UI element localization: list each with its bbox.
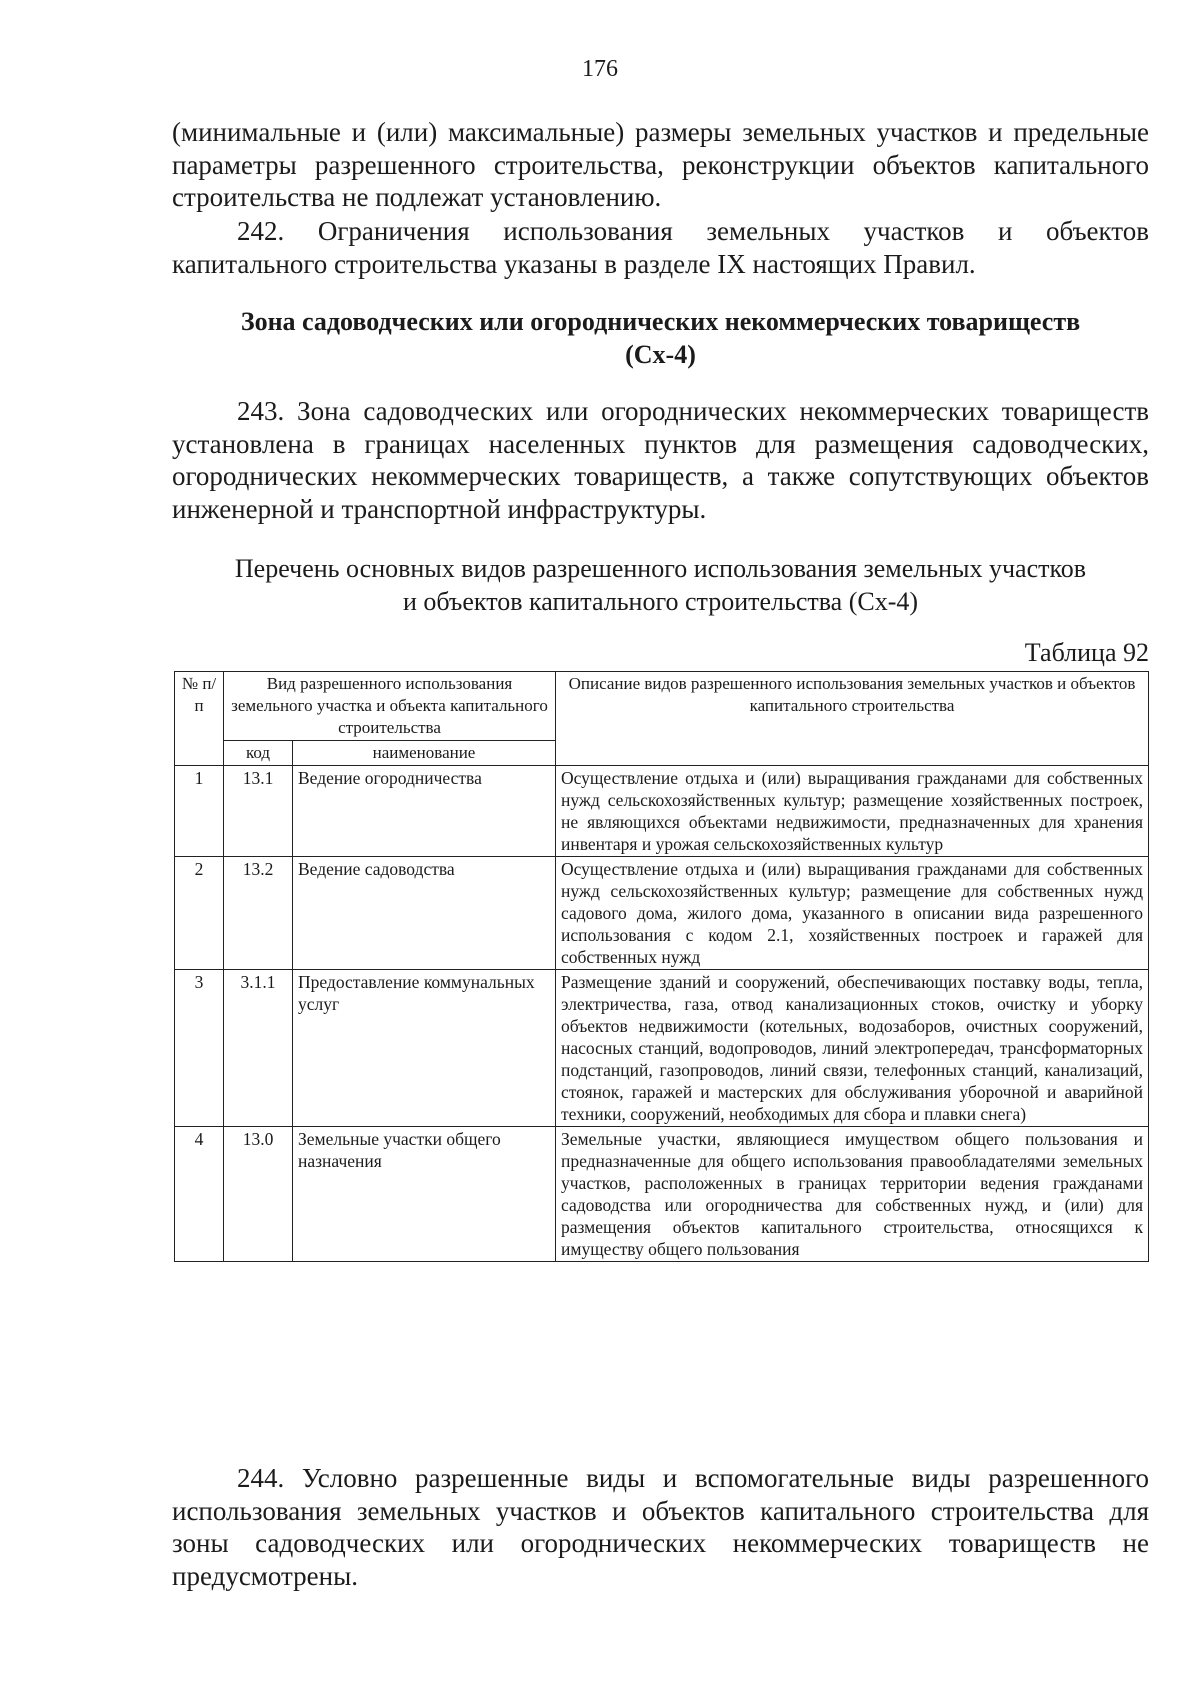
table-header-row [175, 672, 1149, 741]
row-name: Предоставление коммунальных услуг [293, 970, 556, 1127]
list-title-line2: и объектов капитального строительства (Сх-4) [402, 587, 919, 616]
row-description: Осуществление отдыха и (или) выращивания гражданами для собственных нужд сельскохозяйственных культур; размещение хозяйственных построек, не являющихся объектами недвижимости, предназначенных для хранения инвентаря и урожая сельскохозяйственных культур [556, 766, 1149, 857]
page-number: 176 [582, 56, 618, 82]
header-num: № п/п [175, 672, 224, 766]
paragraph-244: 244. Условно разрешенные виды и вспомогательные виды разрешенного использования земельных участков и объектов капитального строительства для зоны садоводческих или огороднических некоммерческих товариществ не предусмотрены. [172, 1463, 1149, 1591]
paragraph-243: 243. Зона садоводческих или огороднических некоммерческих товариществ установлена в границах населенных пунктов для размещения садоводческих, огороднических некоммерческих товариществ, а также сопутствующих объектов инженерной и транспортной инфраструктуры. [172, 396, 1149, 524]
row-code: 13.2 [224, 857, 293, 970]
use-types-table [174, 671, 1149, 1262]
table-row [175, 766, 1149, 857]
row-code: 13.0 [224, 1127, 293, 1262]
row-description: Осуществление отдыха и (или) выращивания гражданами для собственных нужд сельскохозяйственных культур; размещение для собственных нужд садового дома, жилого дома, указанного в описании вида разрешенного использования с кодом 2.1, хозяйственных построек и гаражей для собственных нужд [556, 857, 1149, 970]
header-name: наименование [293, 741, 556, 766]
header-description: Описание видов разрешенного использования земельных участков и объектов капитального строительства [556, 672, 1149, 766]
header-code: код [224, 741, 293, 766]
row-num: 1 [175, 766, 224, 857]
row-num: 4 [175, 1127, 224, 1262]
row-num: 2 [175, 857, 224, 970]
list-title [172, 552, 1149, 618]
row-name: Ведение садоводства [293, 857, 556, 970]
row-description: Земельные участки, являющиеся имуществом общего пользования и предназначенные для общего использования правообладателями земельных участков, расположенных в границах территории ведения гражданами садоводства или огородничества для собственных нужд, и (или) для размещения объектов капитального строительства, относящихся к имуществу общего пользования [556, 1127, 1149, 1262]
row-code: 3.1.1 [224, 970, 293, 1127]
row-code: 13.1 [224, 766, 293, 857]
table-row [175, 1127, 1149, 1262]
row-name: Земельные участки общего назначения [293, 1127, 556, 1262]
table-row [175, 970, 1149, 1127]
table-row [175, 857, 1149, 970]
row-description: Размещение зданий и сооружений, обеспечивающих поставку воды, тепла, электричества, газа, отвод канализационных стоков, очистку и уборку объектов недвижимости (котельных, водозаборов, очистных сооружений, насосных станций, водопроводов, линий электропередач, трансформаторных подстанций, газопроводов, линий связи, телефонных станций, канализаций, стоянок, гаражей и мастерских для обслуживания уборочной и аварийной техники, сооружений, необходимых для сбора и плавки снега) [556, 970, 1149, 1127]
zone-heading-line2: (Сх-4) [625, 340, 696, 369]
zone-heading [172, 305, 1149, 371]
row-name: Ведение огородничества [293, 766, 556, 857]
table-caption: Таблица 92 [1024, 638, 1149, 667]
row-num: 3 [175, 970, 224, 1127]
paragraph-242: 242. Ограничения использования земельных участков и объектов капитального строительства указаны в разделе IX настоящих Правил. [172, 216, 1149, 279]
header-type-group: Вид разрешенного использования земельного участка и объекта капитального строительства [224, 672, 556, 741]
paragraph-continuation: (минимальные и (или) максимальные) размеры земельных участков и предельные параметры разрешенного строительства, реконструкции объектов капитального строительства не подлежат установлению. [172, 117, 1149, 212]
list-title-line1: Перечень основных видов разрешенного использования земельных участков [234, 554, 1087, 583]
zone-heading-line1: Зона садоводческих или огороднических некоммерческих товариществ [240, 307, 1081, 336]
